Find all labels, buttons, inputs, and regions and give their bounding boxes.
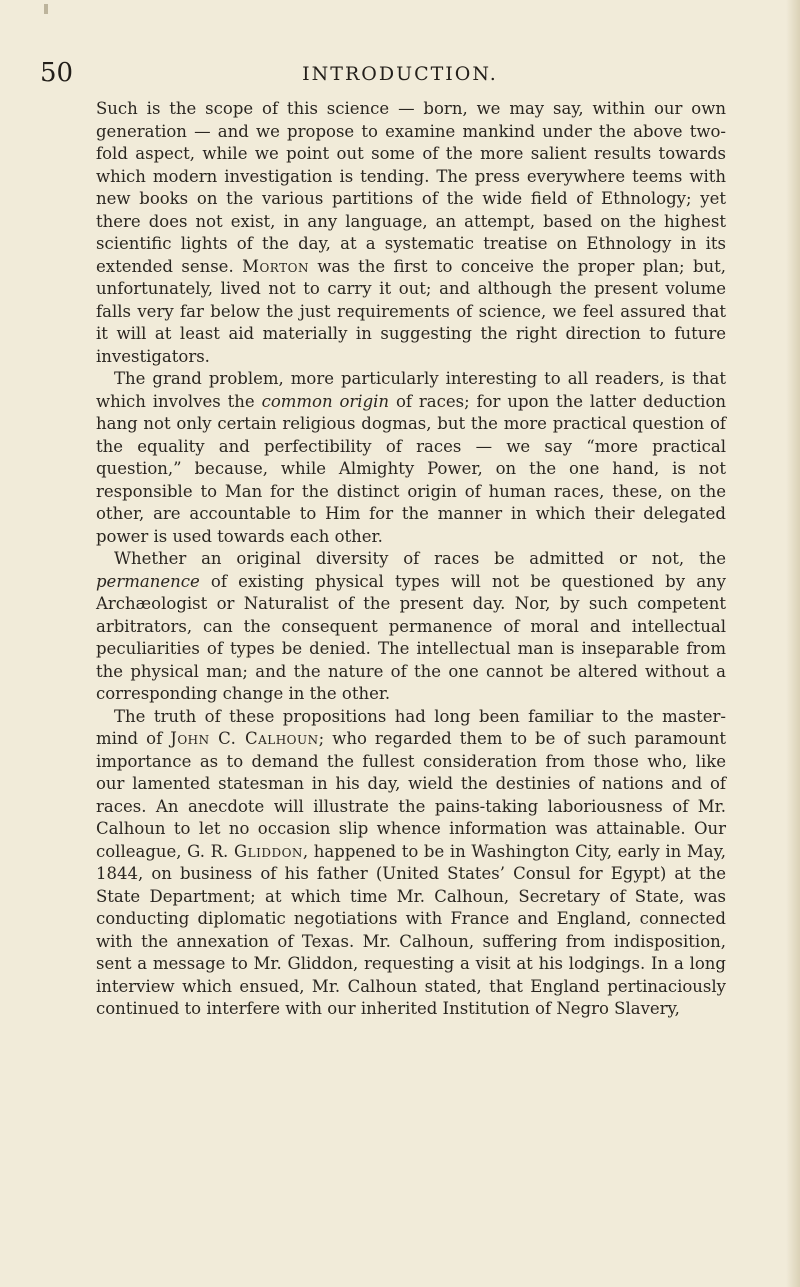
paragraph-1-continued: was the first to conceive the proper plan; but, unfortunately, lived not to carry it out; and although the present volume falls very far below the just requirements of science, we feel assured that it will at least aid materially in suggesting the right direction to future investigators. xyxy=(96,256,727,366)
paragraph-4-text-c: , happened to be in Washington City, early in May, 1844, on business of his father (United States’ Consul for Egypt) at the State Department; at which time Mr. Calhoun, Secretary of State, was conducting diplomatic negotiations with France and England, connected with the annexation of Texas. Mr. Calhoun, suffering from indisposition, sent a message to Mr. Gliddon, requesting a visit at his lodgings. In a long interview which ensued, Mr. Calhoun stated, that England pertinaciously continued to interfere with our inherited Institution of Negro Slavery, xyxy=(96,841,727,1018)
page-number: 50 xyxy=(40,58,74,88)
page-header xyxy=(40,58,760,88)
page-mark xyxy=(44,4,48,14)
author-name-calhoun: John C. Calhoun xyxy=(170,729,319,748)
paragraph-3-text-a: Whether an original diversity of races be admitted or not, the xyxy=(114,549,726,568)
paragraph-3-text-b: of existing physical types will not be questioned by any Archæologist or Naturalist of the present day. Nor, by such competent arbitrators, can the consequent permanence of moral and intellectual peculiarities of types be denied. The intellectual man is inseparable from the physical man; and the nature of the one cannot be altered without a corresponding change in the other. xyxy=(96,571,727,703)
emphasis-common-origin: common origin xyxy=(261,391,390,411)
paragraph-2-text-a: The grand problem, more particularly interesting to all readers, is that which involves the xyxy=(96,369,726,411)
running-head: INTRODUCTION. xyxy=(302,63,498,85)
paragraph-4 xyxy=(96,706,726,1021)
page-edge-shadow xyxy=(786,0,800,1287)
paragraph-4-text-a: The truth of these propositions had long been familiar to the master-mind of xyxy=(96,706,726,748)
paragraph-2-text-b: of races; for upon the latter deduction hang not only certain religious dogmas, but the more practical question of the equality and perfectibility of races — we say “more practical question,” because, while Almighty Power, on the one hand, is not responsible to Man for the distinct origin of human races, these, on the other, are accountable to Him for the manner in which their delegated power is used towards each other. xyxy=(96,391,726,546)
paragraph-3 xyxy=(96,548,726,706)
body-text xyxy=(96,98,726,1021)
paragraph-4-text-b: ; who regarded them to be of such paramount importance as to demand the fullest consideration from those who, like our lamented statesman in his day, wield the destinies of nations and of races. An anecdote will illustrate the pains-taking laboriousness of Mr. Calhoun to let no occasion slip whence information was attainable. Our colleague, G. R. xyxy=(96,729,726,861)
paragraph-1 xyxy=(96,98,726,368)
paragraph-2 xyxy=(96,368,726,548)
author-name-morton: Morton xyxy=(242,256,309,276)
author-name-gliddon: Gliddon xyxy=(233,841,303,861)
emphasis-permanence: permanence xyxy=(96,571,200,591)
paragraph-1-text: Such is the scope of this science — born, we may say, within our own generation — and we propose to examine mankind under the above two-fold aspect, while we point out some of the more salient results towards which modern investigation is tending. The press everywhere teems with new books on the various partitions of the wide field of Ethnology; yet there does not exist, in any language, an attempt, based on the highest scientific lights of the day, at a systematic treatise on Ethnology in its extended sense. xyxy=(96,99,726,276)
